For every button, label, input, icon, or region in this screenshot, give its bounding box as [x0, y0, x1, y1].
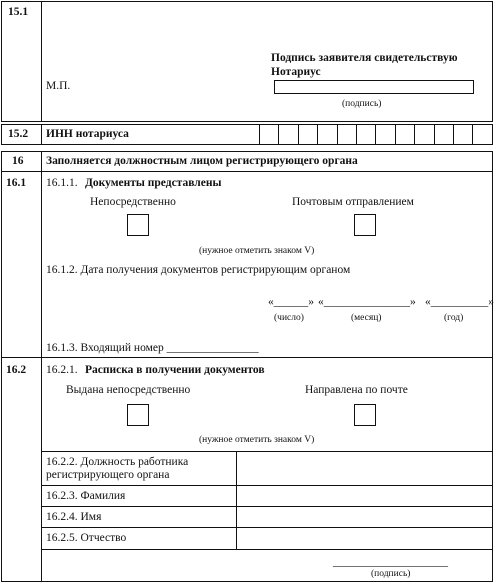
option-direct-checkbox[interactable]: [127, 214, 149, 236]
signature-caption: (подпись): [371, 569, 411, 579]
inn-digit-cell[interactable]: [414, 124, 434, 144]
date-month-field[interactable]: «_______________»: [318, 296, 416, 308]
official-position-field[interactable]: [237, 452, 491, 484]
incoming-number-field[interactable]: 16.1.3. Входящий номер ________________: [46, 342, 259, 354]
official-signature-line[interactable]: ____________________: [333, 556, 448, 568]
date-year-caption: (год): [444, 313, 464, 323]
surname-field[interactable]: [237, 486, 491, 505]
date-day-field[interactable]: «______»: [268, 296, 314, 308]
receipt-date-label: 16.1.2. Дата получения документов регистрирующим органом: [46, 264, 351, 276]
inn-digit-cell[interactable]: [259, 124, 279, 144]
receipt-title: Расписка в получении документов: [85, 364, 265, 376]
date-year-field[interactable]: «__________»: [425, 296, 494, 308]
section-number: 16.1: [6, 177, 27, 189]
option-issued-direct-checkbox[interactable]: [127, 404, 149, 426]
option-mail-label: Почтовым отправлением: [292, 196, 414, 208]
section-number: 16: [12, 155, 24, 167]
option-sent-by-mail-checkbox[interactable]: [354, 404, 376, 426]
section-number: 15.2: [8, 128, 29, 140]
surname-label: 16.2.3. Фамилия: [46, 490, 126, 502]
notary-signature-field[interactable]: [274, 80, 474, 94]
section-number: 15.1: [8, 6, 29, 18]
notary-attestation-line2: Нотариус: [271, 66, 321, 78]
inn-digit-cell[interactable]: [375, 124, 395, 144]
section-number: 16.2: [6, 364, 27, 376]
option-mail-checkbox[interactable]: [354, 214, 376, 236]
first-name-label: 16.2.4. Имя: [46, 511, 102, 523]
first-name-field[interactable]: [237, 507, 491, 526]
date-month-caption: (месяц): [351, 313, 382, 323]
inn-digit-cell[interactable]: [337, 124, 357, 144]
inn-digit-cell[interactable]: [434, 124, 454, 144]
date-day-caption: (число): [274, 313, 304, 323]
inn-digit-cell[interactable]: [453, 124, 473, 144]
inn-digit-cell[interactable]: [317, 124, 337, 144]
inn-digit-cell[interactable]: [472, 124, 492, 144]
documents-submitted-title: Документы представлены: [85, 177, 222, 189]
section-title: Заполняется должностным лицом регистрирующего органа: [46, 155, 358, 167]
official-position-label-line1: 16.2.2. Должность работника: [46, 456, 189, 468]
inn-digit-cell[interactable]: [395, 124, 415, 144]
patronymic-field[interactable]: [237, 528, 491, 548]
option-issued-direct-label: Выдана непосредственно: [66, 384, 191, 396]
notary-inn-label: ИНН нотариуса: [46, 128, 129, 140]
patronymic-label: 16.2.5. Отчество: [46, 532, 127, 544]
mark-note: (нужное отметить знаком V): [199, 435, 315, 445]
official-position-label-line2: регистрирующего органа: [46, 469, 170, 481]
item-number: 16.1.1.: [46, 177, 78, 189]
inn-digit-cell[interactable]: [278, 124, 298, 144]
inn-digit-cell[interactable]: [298, 124, 318, 144]
option-sent-by-mail-label: Направлена по почте: [305, 384, 408, 396]
inn-digit-cell[interactable]: [356, 124, 376, 144]
item-number: 16.2.1.: [46, 364, 78, 376]
stamp-place-label: М.П.: [46, 80, 71, 92]
signature-caption: (подпись): [342, 99, 382, 109]
mark-note: (нужное отметить знаком V): [199, 246, 315, 256]
option-direct-label: Непосредственно: [90, 196, 176, 208]
notary-attestation-line1: Подпись заявителя свидетельствую: [271, 52, 458, 64]
